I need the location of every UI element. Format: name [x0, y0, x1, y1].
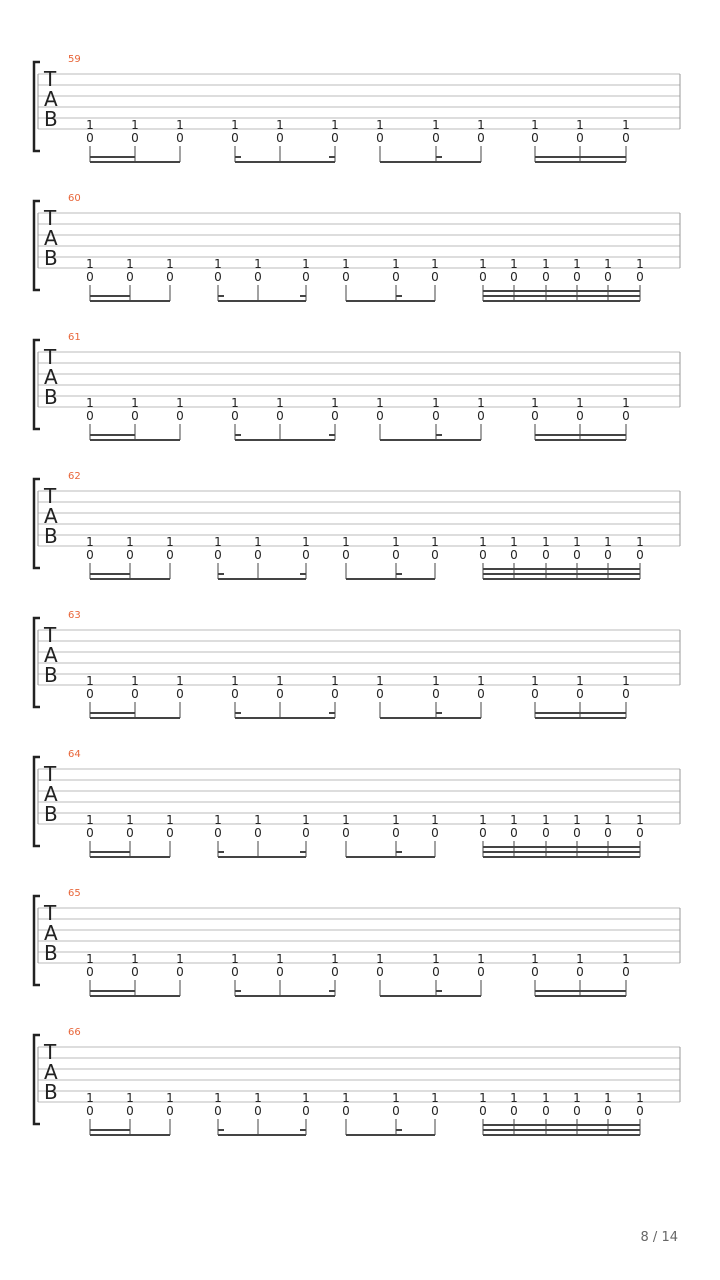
measure-number: 65	[68, 888, 81, 899]
fret-number: 1	[131, 952, 139, 966]
measure-number: 66	[68, 1027, 81, 1038]
fret-number: 1	[622, 674, 630, 688]
fret-number: 0	[622, 687, 630, 701]
fret-number: 1	[604, 813, 612, 827]
fret-number: 0	[531, 965, 539, 979]
fret-number: 0	[576, 965, 584, 979]
fret-number: 0	[176, 687, 184, 701]
tab-clef-letter: B	[44, 385, 58, 409]
fret-number: 0	[477, 687, 485, 701]
fret-number: 1	[126, 257, 134, 271]
fret-number: 0	[254, 826, 262, 840]
fret-number: 1	[302, 535, 310, 549]
measure-number: 60	[68, 193, 81, 204]
fret-number: 1	[576, 118, 584, 132]
fret-number: 0	[342, 826, 350, 840]
fret-number: 1	[166, 813, 174, 827]
fret-number: 0	[573, 826, 581, 840]
fret-number: 1	[604, 1091, 612, 1105]
fret-number: 1	[376, 952, 384, 966]
tab-clef-letter: A	[44, 782, 58, 806]
fret-number: 0	[376, 687, 384, 701]
fret-number: 1	[86, 952, 94, 966]
tab-clef-letter: B	[44, 524, 58, 548]
fret-number: 0	[576, 687, 584, 701]
fret-number: 1	[166, 257, 174, 271]
fret-number: 0	[432, 409, 440, 423]
fret-number: 1	[231, 674, 239, 688]
measure-number: 59	[68, 54, 81, 65]
fret-number: 0	[276, 687, 284, 701]
fret-number: 0	[302, 270, 310, 284]
fret-number: 1	[176, 396, 184, 410]
fret-number: 0	[542, 548, 550, 562]
tab-clef-letter: T	[44, 206, 57, 230]
fret-number: 0	[431, 548, 439, 562]
fret-number: 1	[276, 674, 284, 688]
fret-number: 1	[636, 1091, 644, 1105]
fret-number: 0	[331, 687, 339, 701]
fret-number: 0	[342, 270, 350, 284]
fret-number: 0	[126, 826, 134, 840]
fret-number: 1	[432, 118, 440, 132]
fret-number: 0	[392, 826, 400, 840]
fret-number: 0	[604, 270, 612, 284]
fret-number: 1	[636, 813, 644, 827]
tab-clef-letter: B	[44, 663, 58, 687]
fret-number: 0	[636, 270, 644, 284]
fret-number: 1	[531, 674, 539, 688]
fret-number: 1	[576, 952, 584, 966]
fret-number: 0	[126, 548, 134, 562]
measure-number: 61	[68, 332, 81, 343]
fret-number: 0	[166, 548, 174, 562]
fret-number: 0	[331, 409, 339, 423]
fret-number: 1	[342, 1091, 350, 1105]
fret-number: 0	[479, 1104, 487, 1118]
fret-number: 0	[214, 1104, 222, 1118]
fret-number: 0	[214, 826, 222, 840]
fret-number: 1	[531, 118, 539, 132]
fret-number: 0	[392, 270, 400, 284]
fret-number: 0	[479, 270, 487, 284]
fret-number: 1	[86, 535, 94, 549]
fret-number: 1	[477, 396, 485, 410]
fret-number: 0	[376, 409, 384, 423]
tab-clef-letter: A	[44, 643, 58, 667]
fret-number: 1	[510, 1091, 518, 1105]
tab-system-63	[34, 610, 680, 718]
fret-number: 0	[231, 409, 239, 423]
tab-system-59	[34, 54, 680, 162]
fret-number: 0	[86, 1104, 94, 1118]
fret-number: 0	[531, 687, 539, 701]
fret-number: 1	[214, 813, 222, 827]
fret-number: 0	[86, 687, 94, 701]
fret-number: 1	[376, 674, 384, 688]
fret-number: 0	[604, 548, 612, 562]
fret-number: 0	[636, 1104, 644, 1118]
fret-number: 1	[573, 535, 581, 549]
fret-number: 0	[636, 548, 644, 562]
fret-number: 1	[432, 952, 440, 966]
fret-number: 0	[576, 409, 584, 423]
fret-number: 1	[126, 535, 134, 549]
fret-number: 1	[542, 813, 550, 827]
fret-number: 0	[376, 965, 384, 979]
fret-number: 0	[86, 826, 94, 840]
fret-number: 1	[477, 674, 485, 688]
fret-number: 1	[231, 396, 239, 410]
fret-number: 0	[531, 409, 539, 423]
fret-number: 1	[86, 1091, 94, 1105]
fret-number: 0	[432, 131, 440, 145]
fret-number: 1	[166, 535, 174, 549]
fret-number: 1	[542, 535, 550, 549]
fret-number: 0	[342, 1104, 350, 1118]
fret-number: 1	[392, 1091, 400, 1105]
fret-number: 1	[86, 813, 94, 827]
fret-number: 1	[254, 813, 262, 827]
tab-clef-letter: A	[44, 921, 58, 945]
fret-number: 1	[477, 118, 485, 132]
fret-number: 1	[392, 535, 400, 549]
fret-number: 1	[576, 396, 584, 410]
fret-number: 0	[276, 965, 284, 979]
fret-number: 1	[622, 118, 630, 132]
fret-number: 1	[479, 535, 487, 549]
fret-number: 1	[431, 813, 439, 827]
fret-number: 0	[636, 826, 644, 840]
fret-number: 1	[254, 535, 262, 549]
fret-number: 0	[302, 548, 310, 562]
fret-number: 1	[479, 813, 487, 827]
fret-number: 1	[86, 257, 94, 271]
fret-number: 0	[604, 826, 612, 840]
page-number	[641, 1230, 679, 1245]
fret-number: 1	[392, 813, 400, 827]
fret-number: 0	[231, 965, 239, 979]
fret-number: 1	[214, 1091, 222, 1105]
fret-number: 0	[231, 131, 239, 145]
fret-number: 0	[531, 131, 539, 145]
fret-number: 1	[126, 1091, 134, 1105]
tab-clef-letter: T	[44, 67, 57, 91]
fret-number: 0	[510, 826, 518, 840]
fret-number: 1	[479, 257, 487, 271]
fret-number: 1	[302, 1091, 310, 1105]
fret-number: 1	[573, 1091, 581, 1105]
fret-number: 1	[231, 118, 239, 132]
fret-number: 1	[331, 952, 339, 966]
fret-number: 0	[131, 687, 139, 701]
fret-number: 1	[622, 396, 630, 410]
fret-number: 1	[331, 118, 339, 132]
fret-number: 0	[342, 548, 350, 562]
fret-number: 1	[331, 396, 339, 410]
fret-number: 1	[276, 396, 284, 410]
fret-number: 0	[276, 131, 284, 145]
tab-clef-letter: T	[44, 484, 57, 508]
fret-number: 0	[254, 548, 262, 562]
tab-clef-letter: T	[44, 901, 57, 925]
fret-number: 1	[573, 813, 581, 827]
fret-number: 1	[126, 813, 134, 827]
fret-number: 1	[131, 674, 139, 688]
fret-number: 0	[302, 1104, 310, 1118]
tab-clef-letter: T	[44, 1040, 57, 1064]
fret-number: 1	[176, 952, 184, 966]
fret-number: 1	[510, 257, 518, 271]
fret-number: 0	[231, 687, 239, 701]
fret-number: 1	[302, 257, 310, 271]
fret-number: 0	[604, 1104, 612, 1118]
tab-clef-letter: B	[44, 107, 58, 131]
fret-number: 0	[331, 965, 339, 979]
fret-number: 1	[479, 1091, 487, 1105]
fret-number: 1	[302, 813, 310, 827]
fret-number: 1	[432, 674, 440, 688]
tab-clef-letter: A	[44, 365, 58, 389]
fret-number: 1	[431, 535, 439, 549]
tab-clef-letter: T	[44, 762, 57, 786]
fret-number: 0	[86, 965, 94, 979]
fret-number: 0	[214, 270, 222, 284]
fret-number: 0	[126, 1104, 134, 1118]
fret-number: 0	[86, 131, 94, 145]
fret-number: 1	[342, 257, 350, 271]
fret-number: 0	[510, 548, 518, 562]
fret-number: 0	[576, 131, 584, 145]
fret-number: 1	[254, 1091, 262, 1105]
measure-number: 63	[68, 610, 81, 621]
fret-number: 1	[86, 674, 94, 688]
tab-system-60	[34, 193, 680, 301]
fret-number: 1	[573, 257, 581, 271]
fret-number: 0	[131, 965, 139, 979]
fret-number: 0	[477, 965, 485, 979]
fret-number: 0	[622, 965, 630, 979]
fret-number: 1	[131, 396, 139, 410]
fret-number: 1	[431, 1091, 439, 1105]
fret-number: 0	[131, 131, 139, 145]
fret-number: 1	[254, 257, 262, 271]
fret-number: 1	[86, 118, 94, 132]
tab-clef-letter: A	[44, 1060, 58, 1084]
fret-number: 1	[432, 396, 440, 410]
fret-number: 1	[342, 813, 350, 827]
fret-number: 0	[573, 548, 581, 562]
fret-number: 0	[86, 548, 94, 562]
fret-number: 0	[131, 409, 139, 423]
page-current: 8	[640, 1230, 649, 1245]
fret-number: 0	[166, 270, 174, 284]
fret-number: 1	[276, 952, 284, 966]
tab-clef-letter: A	[44, 226, 58, 250]
fret-number: 0	[510, 270, 518, 284]
fret-number: 0	[432, 965, 440, 979]
fret-number: 1	[531, 952, 539, 966]
fret-number: 0	[542, 270, 550, 284]
tab-clef-letter: T	[44, 345, 57, 369]
fret-number: 0	[302, 826, 310, 840]
fret-number: 1	[166, 1091, 174, 1105]
fret-number: 1	[176, 674, 184, 688]
tab-clef-letter: B	[44, 1080, 58, 1104]
fret-number: 1	[276, 118, 284, 132]
tab-clef-letter: B	[44, 246, 58, 270]
fret-number: 1	[376, 396, 384, 410]
fret-number: 1	[636, 535, 644, 549]
fret-number: 0	[176, 409, 184, 423]
fret-number: 1	[622, 952, 630, 966]
fret-number: 1	[510, 535, 518, 549]
tab-clef-letter: A	[44, 87, 58, 111]
fret-number: 1	[176, 118, 184, 132]
fret-number: 1	[214, 535, 222, 549]
fret-number: 0	[166, 1104, 174, 1118]
fret-number: 1	[576, 674, 584, 688]
fret-number: 1	[542, 1091, 550, 1105]
fret-number: 1	[392, 257, 400, 271]
fret-number: 1	[604, 257, 612, 271]
fret-number: 0	[276, 409, 284, 423]
fret-number: 1	[636, 257, 644, 271]
tab-system-62	[34, 471, 680, 579]
fret-number: 0	[542, 826, 550, 840]
tab-system-65	[34, 888, 680, 996]
fret-number: 1	[431, 257, 439, 271]
fret-number: 0	[86, 409, 94, 423]
fret-number: 0	[431, 826, 439, 840]
tab-system-66	[34, 1027, 680, 1135]
fret-number: 1	[604, 535, 612, 549]
fret-number: 0	[622, 409, 630, 423]
fret-number: 1	[510, 813, 518, 827]
page-separator: /	[652, 1230, 658, 1245]
fret-number: 0	[432, 687, 440, 701]
tab-system-61	[34, 332, 680, 440]
measure-number: 64	[68, 749, 81, 760]
fret-number: 0	[477, 409, 485, 423]
fret-number: 0	[542, 1104, 550, 1118]
measure-number: 62	[68, 471, 81, 482]
fret-number: 0	[573, 1104, 581, 1118]
fret-number: 0	[254, 1104, 262, 1118]
fret-number: 0	[126, 270, 134, 284]
fret-number: 0	[214, 548, 222, 562]
fret-number: 0	[331, 131, 339, 145]
fret-number: 1	[342, 535, 350, 549]
fret-number: 0	[392, 1104, 400, 1118]
fret-number: 1	[477, 952, 485, 966]
fret-number: 0	[431, 1104, 439, 1118]
tab-clef-letter: T	[44, 623, 57, 647]
tab-clef-letter: A	[44, 504, 58, 528]
fret-number: 0	[166, 826, 174, 840]
fret-number: 0	[479, 548, 487, 562]
fret-number: 0	[479, 826, 487, 840]
fret-number: 0	[392, 548, 400, 562]
fret-number: 1	[542, 257, 550, 271]
fret-number: 1	[214, 257, 222, 271]
fret-number: 1	[331, 674, 339, 688]
fret-number: 1	[376, 118, 384, 132]
fret-number: 0	[254, 270, 262, 284]
fret-number: 1	[231, 952, 239, 966]
fret-number: 0	[573, 270, 581, 284]
fret-number: 0	[477, 131, 485, 145]
tab-clef-letter: B	[44, 802, 58, 826]
fret-number: 0	[510, 1104, 518, 1118]
fret-number: 0	[431, 270, 439, 284]
page-total: 14	[661, 1230, 678, 1245]
fret-number: 0	[176, 131, 184, 145]
tab-clef-letter: B	[44, 941, 58, 965]
fret-number: 1	[86, 396, 94, 410]
fret-number: 1	[131, 118, 139, 132]
fret-number: 0	[86, 270, 94, 284]
fret-number: 1	[531, 396, 539, 410]
tab-system-64	[34, 749, 680, 857]
fret-number: 0	[622, 131, 630, 145]
fret-number: 0	[376, 131, 384, 145]
fret-number: 0	[176, 965, 184, 979]
